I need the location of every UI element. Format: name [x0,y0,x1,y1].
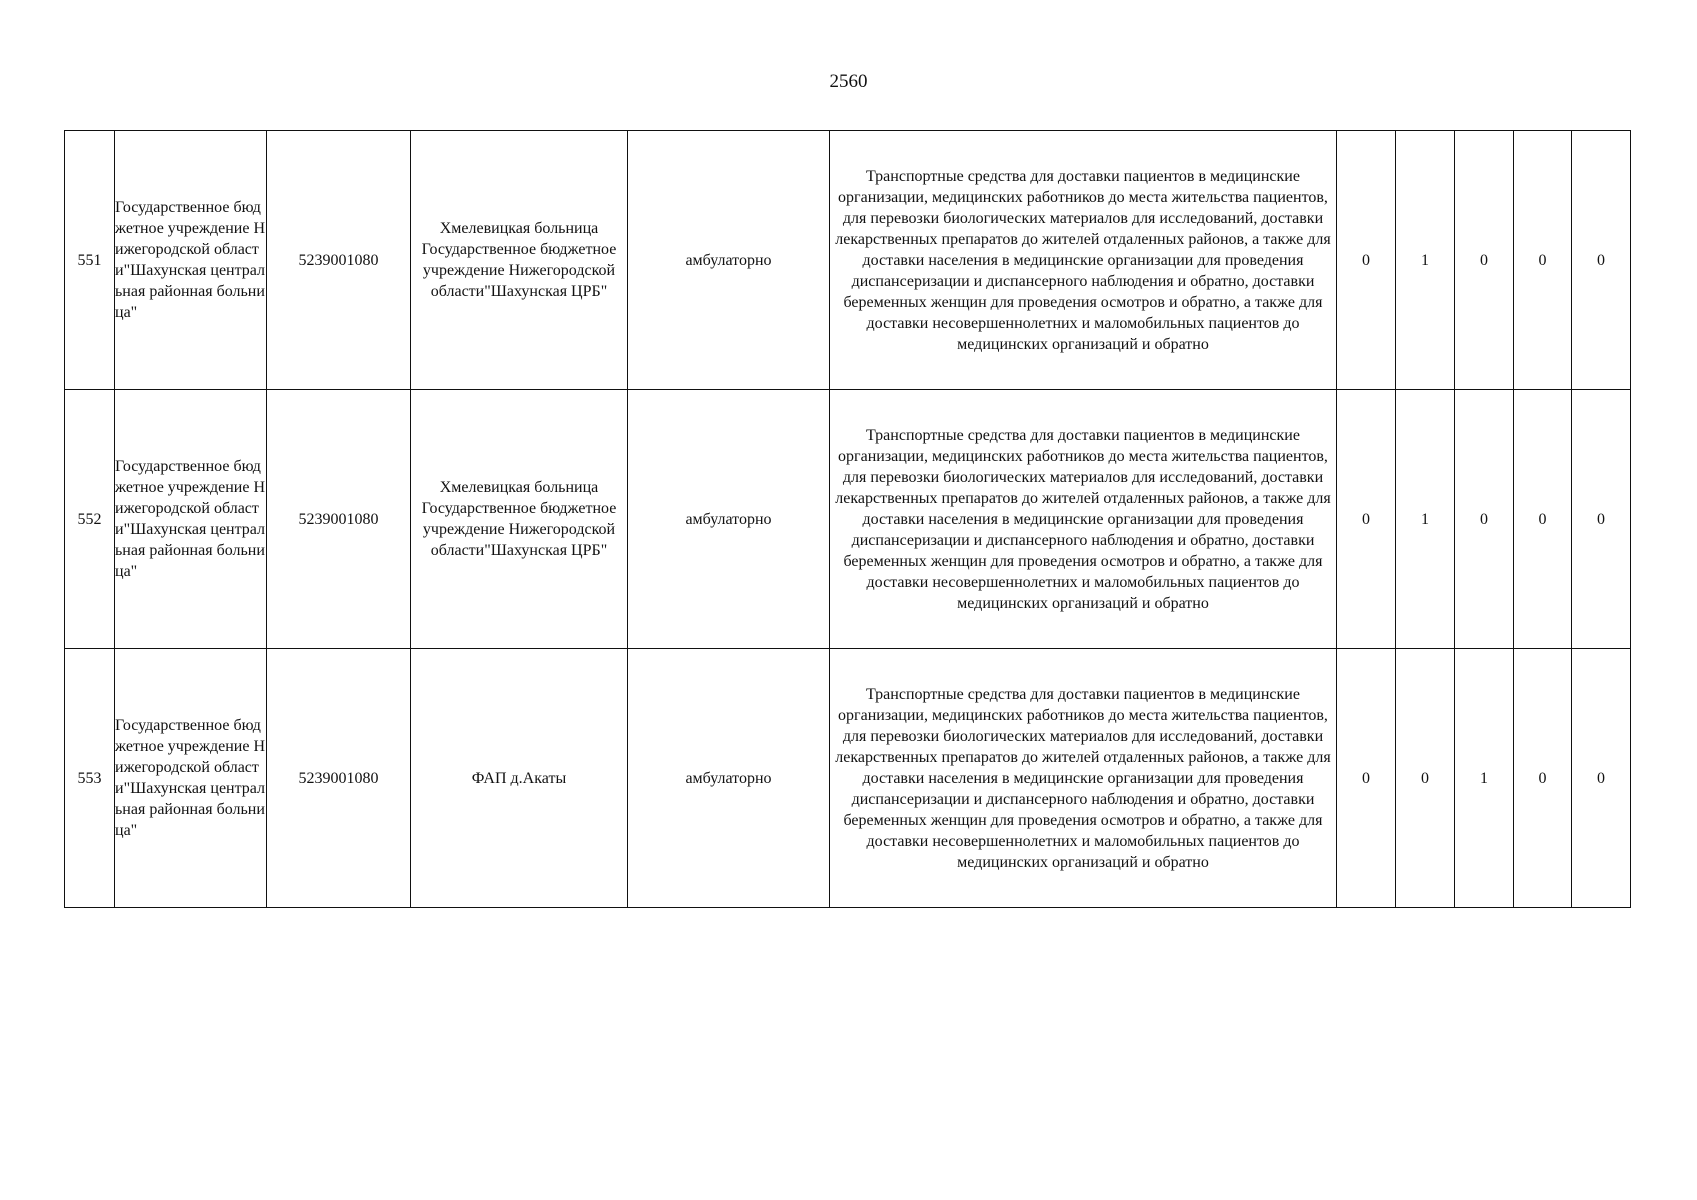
vehicle-description: Транспортные средства для доставки пациентов в медицинские организации, медицинских работников до места жительства пациентов, для перевозки биологических материалов для исследований, доставки лекарственных препаратов до жителей отдаленных районов, а также для доставки населения в медицинские организации для проведения диспансеризации и диспансерного наблюдения и обратно, доставки беременных женщин для проведения осмотров и обратно, а также для доставки несовершеннолетних и маломобильных пациентов до медицинских организаций и обратно [830,131,1337,390]
count-cell: 0 [1337,131,1396,390]
inn-value: 5239001080 [267,649,411,908]
count-cell: 0 [1514,390,1572,649]
subdivision-name: Хмелевицкая больница Государственное бюджетное учреждение Нижегородской области"Шахунская ЦРБ" [411,131,628,390]
count-cell: 0 [1455,131,1514,390]
row-number: 553 [65,649,115,908]
table-row [65,131,1631,390]
count-cell: 1 [1455,649,1514,908]
count-cell: 0 [1337,649,1396,908]
organization-name: Государственное бюджетное учреждение Нижегородской области"Шахунская центральная районная больница" [115,649,267,908]
count-cell: 1 [1396,131,1455,390]
inn-value: 5239001080 [267,131,411,390]
row-number: 552 [65,390,115,649]
count-cell: 0 [1396,649,1455,908]
inn-value: 5239001080 [267,390,411,649]
page-number: 2560 [829,71,868,92]
table-row [65,390,1631,649]
care-condition: амбулаторно [628,390,830,649]
count-cell: 1 [1396,390,1455,649]
count-cell: 0 [1514,131,1572,390]
subdivision-name: ФАП д.Акаты [411,649,628,908]
count-cell: 0 [1572,390,1631,649]
count-cell: 0 [1337,390,1396,649]
vehicle-description: Транспортные средства для доставки пациентов в медицинские организации, медицинских работников до места жительства пациентов, для перевозки биологических материалов для исследований, доставки лекарственных препаратов до жителей отдаленных районов, а также для доставки населения в медицинские организации для проведения диспансеризации и диспансерного наблюдения и обратно, доставки беременных женщин для проведения осмотров и обратно, а также для доставки несовершеннолетних и маломобильных пациентов до медицинских организаций и обратно [830,390,1337,649]
organization-name: Государственное бюджетное учреждение Нижегородской области"Шахунская центральная районная больница" [115,131,267,390]
care-condition: амбулаторно [628,649,830,908]
care-condition: амбулаторно [628,131,830,390]
count-cell: 0 [1572,131,1631,390]
table-row [65,649,1631,908]
vehicle-description: Транспортные средства для доставки пациентов в медицинские организации, медицинских работников до места жительства пациентов, для перевозки биологических материалов для исследований, доставки лекарственных препаратов до жителей отдаленных районов, а также для доставки населения в медицинские организации для проведения диспансеризации и диспансерного наблюдения и обратно, доставки беременных женщин для проведения осмотров и обратно, а также для доставки несовершеннолетних и маломобильных пациентов до медицинских организаций и обратно [830,649,1337,908]
count-cell: 0 [1572,649,1631,908]
document-table [64,130,1631,908]
count-cell: 0 [1514,649,1572,908]
organization-name: Государственное бюджетное учреждение Нижегородской области"Шахунская центральная районная больница" [115,390,267,649]
subdivision-name: Хмелевицкая больница Государственное бюджетное учреждение Нижегородской области"Шахунская ЦРБ" [411,390,628,649]
row-number: 551 [65,131,115,390]
count-cell: 0 [1455,390,1514,649]
